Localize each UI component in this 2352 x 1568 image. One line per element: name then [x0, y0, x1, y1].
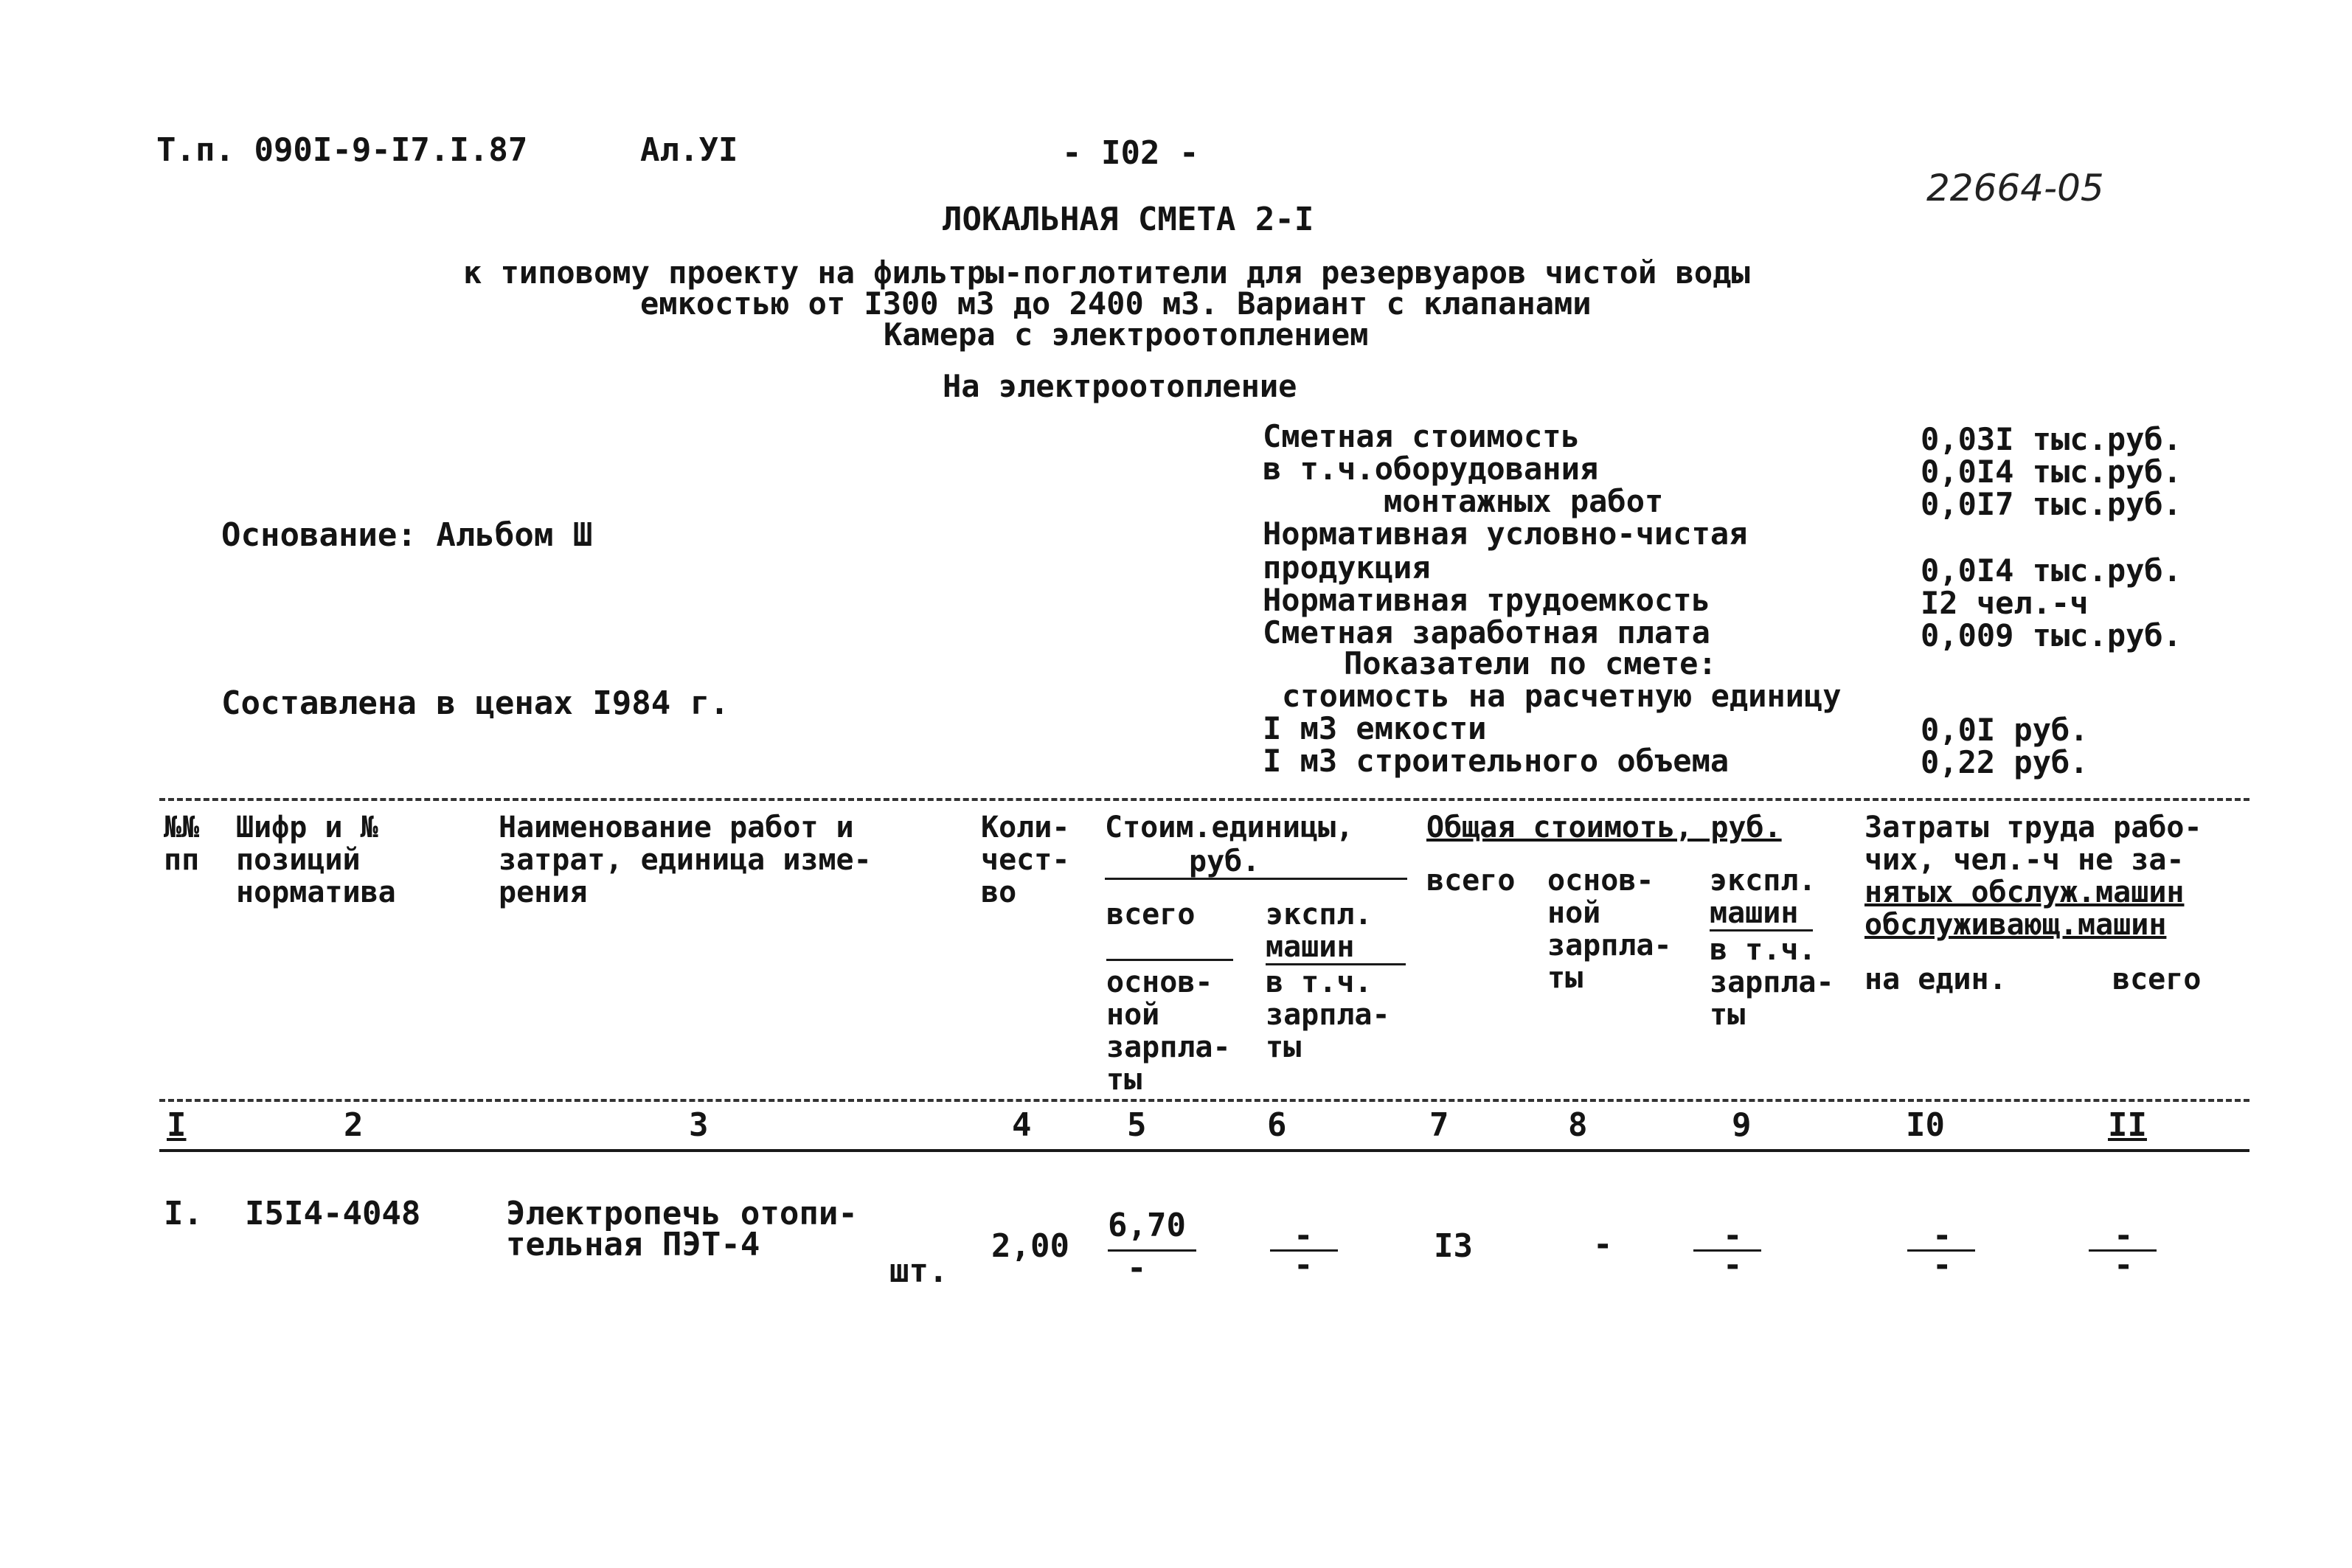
- install-value: 0,0I7 тыс.руб.: [1921, 486, 2182, 522]
- row-c6-wage: -: [1294, 1246, 1314, 1284]
- header-labor-3: нятых обслуж.машин: [1864, 875, 2185, 909]
- column-number-8: 8: [1568, 1106, 1588, 1144]
- row-c11-sub: -: [2114, 1246, 2134, 1284]
- row-c7-total: I3: [1434, 1227, 1473, 1265]
- header-c9-rule: [1710, 929, 1813, 932]
- header-quantity: Коли- чест- во: [981, 811, 1070, 909]
- column-number-4: 4: [1012, 1106, 1032, 1144]
- row-number: I.: [164, 1195, 203, 1232]
- header-c9-machines: экспл. машин: [1710, 864, 1817, 930]
- column-number-6: 6: [1267, 1106, 1287, 1144]
- row-c8-wage: -: [1593, 1226, 1613, 1263]
- labor-label: Нормативная трудоемкость: [1263, 582, 1710, 618]
- column-numbers-rule: [159, 1149, 2249, 1152]
- header-c10-per-unit: на един.: [1864, 962, 2007, 996]
- net-product-label-2: продукция: [1263, 549, 1431, 586]
- header-c5-rule: [1106, 959, 1233, 961]
- per-m3-capacity-value: 0,0I руб.: [1921, 712, 2089, 748]
- labor-value: I2 чел.-ч: [1921, 585, 2089, 621]
- column-number-11: II: [2108, 1106, 2147, 1144]
- net-product-label-1: Нормативная условно-чистая: [1263, 516, 1748, 552]
- per-m3-building-value: 0,22 руб.: [1921, 744, 2089, 780]
- cost-label: Сметная стоимость: [1263, 418, 1580, 454]
- title-line-2: емкостью от I300 м3 до 2400 м3. Вариант с клапанами: [640, 285, 1592, 322]
- column-number-3: 3: [689, 1106, 709, 1144]
- wage-label: Сметная заработная плата: [1263, 614, 1710, 651]
- header-labor-2: чих, чел.-ч не за-: [1864, 843, 2185, 877]
- per-unit-label: стоимость на расчетную единицу: [1282, 678, 1842, 714]
- install-label: монтажных работ: [1384, 483, 1664, 519]
- album-label: Ал.УI: [640, 131, 738, 169]
- header-c6-machines: экспл. машин: [1266, 898, 1373, 964]
- row-c6-machines: -: [1294, 1217, 1314, 1255]
- row-code: I5I4-4048: [245, 1195, 421, 1232]
- row-c5-rule: [1108, 1249, 1196, 1252]
- row-name-2: тельная ПЭТ-4: [506, 1226, 760, 1263]
- prices-year: Составлена в ценах I984 г.: [221, 684, 729, 722]
- header-c5-wage: основ- ной зарпла- ты: [1106, 965, 1231, 1097]
- header-bottom-rule: [159, 1099, 2249, 1102]
- indicators-label: Показатели по смете:: [1344, 645, 1717, 681]
- row-c10-per-unit: -: [1932, 1217, 1952, 1255]
- row-c11-total: -: [2114, 1217, 2134, 1255]
- document-title: ЛОКАЛЬНАЯ СМЕТА 2-I: [943, 201, 1314, 238]
- title-line-1: к типовому проекту на фильтры-поглотители для резервуаров чистой воды: [463, 254, 1750, 291]
- row-c9-machines: -: [1723, 1217, 1743, 1255]
- header-unit-cost-rule: [1105, 878, 1407, 880]
- row-c10-sub: -: [1932, 1246, 1952, 1284]
- equipment-value: 0,0I4 тыс.руб.: [1921, 454, 2182, 490]
- header-c8-wage: основ- ной зарпла- ты: [1547, 864, 1672, 995]
- row-unit: шт.: [889, 1252, 948, 1290]
- header-labor-1: Затраты труда рабо-: [1864, 811, 2202, 844]
- cost-value: 0,03I тыс.руб.: [1921, 421, 2182, 457]
- column-number-1: I: [167, 1106, 187, 1144]
- doc-code: Т.п. 090I-9-I7.I.87: [156, 131, 528, 169]
- header-c9-wage: в т.ч. зарпла- ты: [1710, 933, 1834, 1032]
- title-line-3: Камера с электроотоплением: [884, 316, 1369, 353]
- per-m3-building-label: I м3 строительного объема: [1263, 743, 1730, 779]
- page-number: - I02 -: [1062, 134, 1199, 172]
- header-unit-cost-rub: руб.: [1189, 844, 1260, 878]
- row-c9-wage: -: [1723, 1246, 1743, 1284]
- column-number-9: 9: [1732, 1106, 1752, 1144]
- header-total-cost: Общая стоимоть, руб.: [1426, 811, 1782, 844]
- table-top-rule: [159, 798, 2249, 801]
- header-unit-cost: Стоим.единицы,: [1105, 811, 1354, 844]
- header-number: №№ пп: [164, 811, 200, 877]
- column-number-10: I0: [1906, 1106, 1945, 1144]
- row-quantity: 2,00: [991, 1227, 1069, 1265]
- row-c5-wage: -: [1127, 1249, 1147, 1287]
- row-c5-total: 6,70: [1108, 1207, 1186, 1244]
- column-number-5: 5: [1127, 1106, 1147, 1144]
- subtitle: На электроотопление: [943, 368, 1297, 404]
- column-number-7: 7: [1429, 1106, 1449, 1144]
- basis: Основание: Альбом Ш: [221, 516, 593, 554]
- header-labor-4: обслуживающ.машин: [1864, 908, 2167, 942]
- column-number-2: 2: [344, 1106, 364, 1144]
- header-c6-wage: в т.ч. зарпла- ты: [1266, 965, 1390, 1064]
- wage-value: 0,009 тыс.руб.: [1921, 617, 2182, 653]
- row-name-1: Электропечь отопи-: [506, 1195, 858, 1232]
- header-c7-total: всего: [1426, 864, 1516, 898]
- per-m3-capacity-label: I м3 емкости: [1263, 710, 1487, 746]
- net-product-value: 0,0I4 тыс.руб.: [1921, 552, 2182, 589]
- header-code: Шифр и № позиций норматива: [236, 811, 396, 909]
- handwritten-number: 22664-05: [1926, 167, 2104, 209]
- header-c11-total: всего: [2112, 962, 2202, 996]
- equipment-label: в т.ч.оборудования: [1263, 451, 1599, 487]
- header-c5-total: всего: [1106, 898, 1196, 932]
- header-name: Наименование работ и затрат, единица изме- рения: [499, 811, 872, 909]
